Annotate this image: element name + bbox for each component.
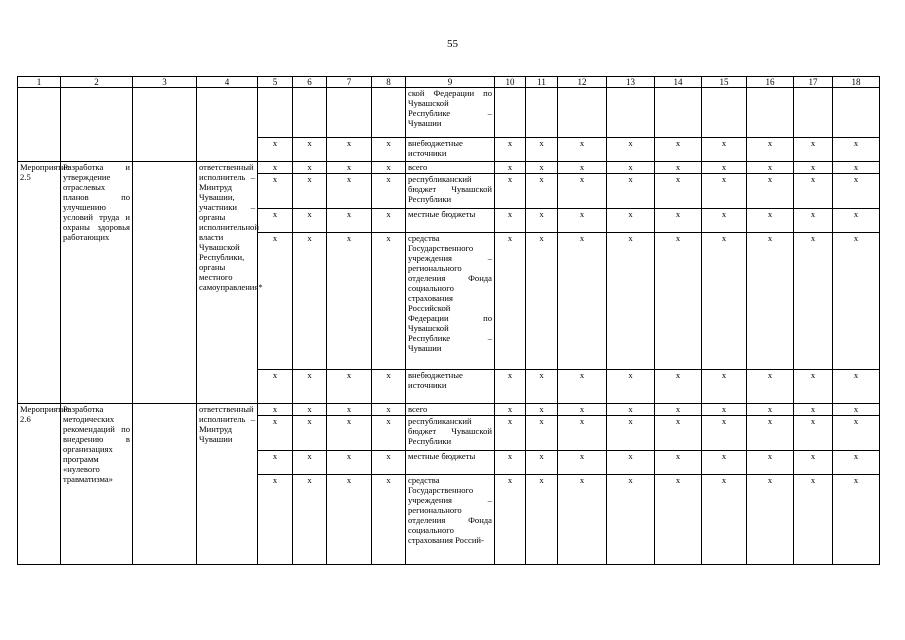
x-mark: x	[526, 162, 558, 174]
x-mark: x	[794, 475, 833, 565]
column-number: 12	[558, 77, 607, 88]
x-mark: x	[293, 451, 327, 475]
empty-cell	[293, 88, 327, 138]
responsible-executor: ответственный исполнитель – Минтруд Чувашии	[197, 404, 258, 565]
x-mark: x	[258, 451, 293, 475]
x-mark: x	[327, 370, 372, 404]
empty-cell	[833, 88, 880, 138]
activity-code: Мероприятие 2.6	[18, 404, 61, 565]
column-number: 2	[61, 77, 133, 88]
x-mark: x	[747, 138, 794, 162]
x-mark: x	[293, 233, 327, 370]
column-number: 16	[747, 77, 794, 88]
x-mark: x	[702, 209, 747, 233]
x-mark: x	[258, 233, 293, 370]
x-mark: x	[833, 162, 880, 174]
x-mark: x	[495, 404, 526, 416]
x-mark: x	[558, 138, 607, 162]
x-mark: x	[526, 404, 558, 416]
x-mark: x	[833, 475, 880, 565]
column-number: 3	[133, 77, 197, 88]
empty-cell	[702, 88, 747, 138]
x-mark: x	[794, 174, 833, 209]
x-mark: x	[702, 416, 747, 451]
x-mark: x	[558, 209, 607, 233]
x-mark: x	[833, 209, 880, 233]
funding-source: внебюджетные источники	[406, 138, 495, 162]
x-mark: x	[607, 416, 655, 451]
empty-cell	[327, 88, 372, 138]
x-mark: x	[327, 138, 372, 162]
x-mark: x	[794, 162, 833, 174]
x-mark: x	[327, 162, 372, 174]
empty-cell	[607, 88, 655, 138]
funding-source: внебюджетные источники	[406, 370, 495, 404]
x-mark: x	[833, 451, 880, 475]
column-number: 11	[526, 77, 558, 88]
x-mark: x	[747, 233, 794, 370]
x-mark: x	[702, 138, 747, 162]
x-mark: x	[655, 233, 702, 370]
x-mark: x	[794, 370, 833, 404]
column-number: 15	[702, 77, 747, 88]
program-table	[17, 76, 880, 565]
x-mark: x	[495, 416, 526, 451]
x-mark: x	[327, 451, 372, 475]
x-mark: x	[526, 416, 558, 451]
column-number: 10	[495, 77, 526, 88]
x-mark: x	[495, 233, 526, 370]
column-number: 8	[372, 77, 406, 88]
x-mark: x	[495, 174, 526, 209]
empty-cell	[747, 88, 794, 138]
x-mark: x	[327, 475, 372, 565]
x-mark: x	[372, 475, 406, 565]
activity-code: Мероприятие 2.5	[18, 162, 61, 404]
x-mark: x	[258, 209, 293, 233]
empty-cell	[258, 88, 293, 138]
empty-cell	[372, 88, 406, 138]
empty-cell	[794, 88, 833, 138]
x-mark: x	[293, 162, 327, 174]
column-number: 9	[406, 77, 495, 88]
x-mark: x	[558, 404, 607, 416]
x-mark: x	[607, 404, 655, 416]
x-mark: x	[655, 138, 702, 162]
x-mark: x	[833, 233, 880, 370]
x-mark: x	[526, 209, 558, 233]
x-mark: x	[558, 233, 607, 370]
x-mark: x	[558, 370, 607, 404]
funding-source: республиканский бюджет Чувашской Республики	[406, 416, 495, 451]
x-mark: x	[558, 174, 607, 209]
x-mark: x	[558, 162, 607, 174]
x-mark: x	[327, 233, 372, 370]
x-mark: x	[794, 209, 833, 233]
column-number: 6	[293, 77, 327, 88]
x-mark: x	[526, 138, 558, 162]
x-mark: x	[258, 370, 293, 404]
x-mark: x	[607, 451, 655, 475]
x-mark: x	[747, 416, 794, 451]
x-mark: x	[372, 416, 406, 451]
column-number-row	[18, 77, 880, 88]
x-mark: x	[495, 209, 526, 233]
x-mark: x	[258, 475, 293, 565]
x-mark: x	[607, 162, 655, 174]
x-mark: x	[747, 174, 794, 209]
column-number: 5	[258, 77, 293, 88]
x-mark: x	[655, 416, 702, 451]
x-mark: x	[747, 162, 794, 174]
empty-cell	[133, 404, 197, 565]
x-mark: x	[327, 416, 372, 451]
empty-cell	[133, 162, 197, 404]
funding-source: республиканский бюджет Чувашской Республики	[406, 174, 495, 209]
empty-cell	[526, 88, 558, 138]
x-mark: x	[655, 370, 702, 404]
x-mark: x	[655, 174, 702, 209]
funding-source: средства Государственного учреждения – регионального отделения Фонда социального страхования Россий-	[406, 475, 495, 565]
x-mark: x	[258, 138, 293, 162]
x-mark: x	[526, 174, 558, 209]
x-mark: x	[702, 404, 747, 416]
x-mark: x	[655, 475, 702, 565]
funding-source: ской Федерации по Чувашской Республике – Чувашии	[406, 88, 495, 138]
x-mark: x	[372, 138, 406, 162]
x-mark: x	[372, 209, 406, 233]
empty-cell	[133, 88, 197, 162]
responsible-executor: ответственный исполнитель – Минтруд Чувашии, участники – органы исполнительной власти Чувашской Республики, органы местного самоуправления*	[197, 162, 258, 404]
empty-cell	[495, 88, 526, 138]
x-mark: x	[607, 475, 655, 565]
x-mark: x	[526, 451, 558, 475]
funding-source: местные бюджеты	[406, 451, 495, 475]
x-mark: x	[372, 451, 406, 475]
x-mark: x	[794, 138, 833, 162]
x-mark: x	[794, 451, 833, 475]
empty-cell	[18, 88, 61, 162]
x-mark: x	[702, 370, 747, 404]
column-number: 1	[18, 77, 61, 88]
x-mark: x	[607, 174, 655, 209]
empty-cell	[197, 88, 258, 162]
x-mark: x	[794, 233, 833, 370]
x-mark: x	[702, 174, 747, 209]
x-mark: x	[833, 370, 880, 404]
x-mark: x	[607, 233, 655, 370]
x-mark: x	[495, 475, 526, 565]
x-mark: x	[293, 370, 327, 404]
x-mark: x	[747, 370, 794, 404]
x-mark: x	[526, 475, 558, 565]
x-mark: x	[293, 174, 327, 209]
table-row	[18, 162, 880, 174]
x-mark: x	[558, 416, 607, 451]
x-mark: x	[607, 209, 655, 233]
x-mark: x	[495, 162, 526, 174]
x-mark: x	[558, 475, 607, 565]
funding-source: всего	[406, 162, 495, 174]
x-mark: x	[833, 138, 880, 162]
x-mark: x	[747, 451, 794, 475]
x-mark: x	[702, 451, 747, 475]
x-mark: x	[558, 451, 607, 475]
x-mark: x	[607, 370, 655, 404]
page-number: 55	[447, 38, 458, 50]
x-mark: x	[372, 370, 406, 404]
column-number: 14	[655, 77, 702, 88]
activity-name: Разработка и утверждение отраслевых планов по улучшению условий труда и охраны здоровья работающих	[61, 162, 133, 404]
x-mark: x	[258, 416, 293, 451]
x-mark: x	[258, 404, 293, 416]
x-mark: x	[495, 370, 526, 404]
x-mark: x	[702, 233, 747, 370]
x-mark: x	[655, 209, 702, 233]
x-mark: x	[372, 404, 406, 416]
x-mark: x	[372, 233, 406, 370]
x-mark: x	[372, 174, 406, 209]
x-mark: x	[655, 451, 702, 475]
x-mark: x	[495, 451, 526, 475]
column-number: 4	[197, 77, 258, 88]
x-mark: x	[495, 138, 526, 162]
x-mark: x	[655, 162, 702, 174]
x-mark: x	[747, 475, 794, 565]
x-mark: x	[794, 416, 833, 451]
empty-cell	[61, 88, 133, 162]
x-mark: x	[293, 475, 327, 565]
x-mark: x	[607, 138, 655, 162]
x-mark: x	[327, 209, 372, 233]
x-mark: x	[526, 370, 558, 404]
funding-source: всего	[406, 404, 495, 416]
x-mark: x	[655, 404, 702, 416]
x-mark: x	[747, 209, 794, 233]
empty-cell	[558, 88, 607, 138]
funding-source: местные бюджеты	[406, 209, 495, 233]
x-mark: x	[833, 416, 880, 451]
x-mark: x	[293, 138, 327, 162]
x-mark: x	[293, 416, 327, 451]
x-mark: x	[293, 209, 327, 233]
table-row	[18, 88, 880, 138]
x-mark: x	[833, 404, 880, 416]
empty-cell	[655, 88, 702, 138]
x-mark: x	[702, 475, 747, 565]
x-mark: x	[702, 162, 747, 174]
x-mark: x	[327, 174, 372, 209]
x-mark: x	[258, 174, 293, 209]
activity-name: Разработка методических рекомендаций по внедрению в организациях программ «нулевого травматизма»	[61, 404, 133, 565]
column-number: 17	[794, 77, 833, 88]
x-mark: x	[293, 404, 327, 416]
x-mark: x	[526, 233, 558, 370]
x-mark: x	[747, 404, 794, 416]
column-number: 7	[327, 77, 372, 88]
x-mark: x	[372, 162, 406, 174]
x-mark: x	[258, 162, 293, 174]
table-row	[18, 404, 880, 416]
column-number: 18	[833, 77, 880, 88]
column-number: 13	[607, 77, 655, 88]
x-mark: x	[327, 404, 372, 416]
funding-source: средства Государственного учреждения – регионального отделения Фонда социального страхования Российской Федерации по Чувашской Республике – Чувашии	[406, 233, 495, 370]
x-mark: x	[833, 174, 880, 209]
x-mark: x	[794, 404, 833, 416]
